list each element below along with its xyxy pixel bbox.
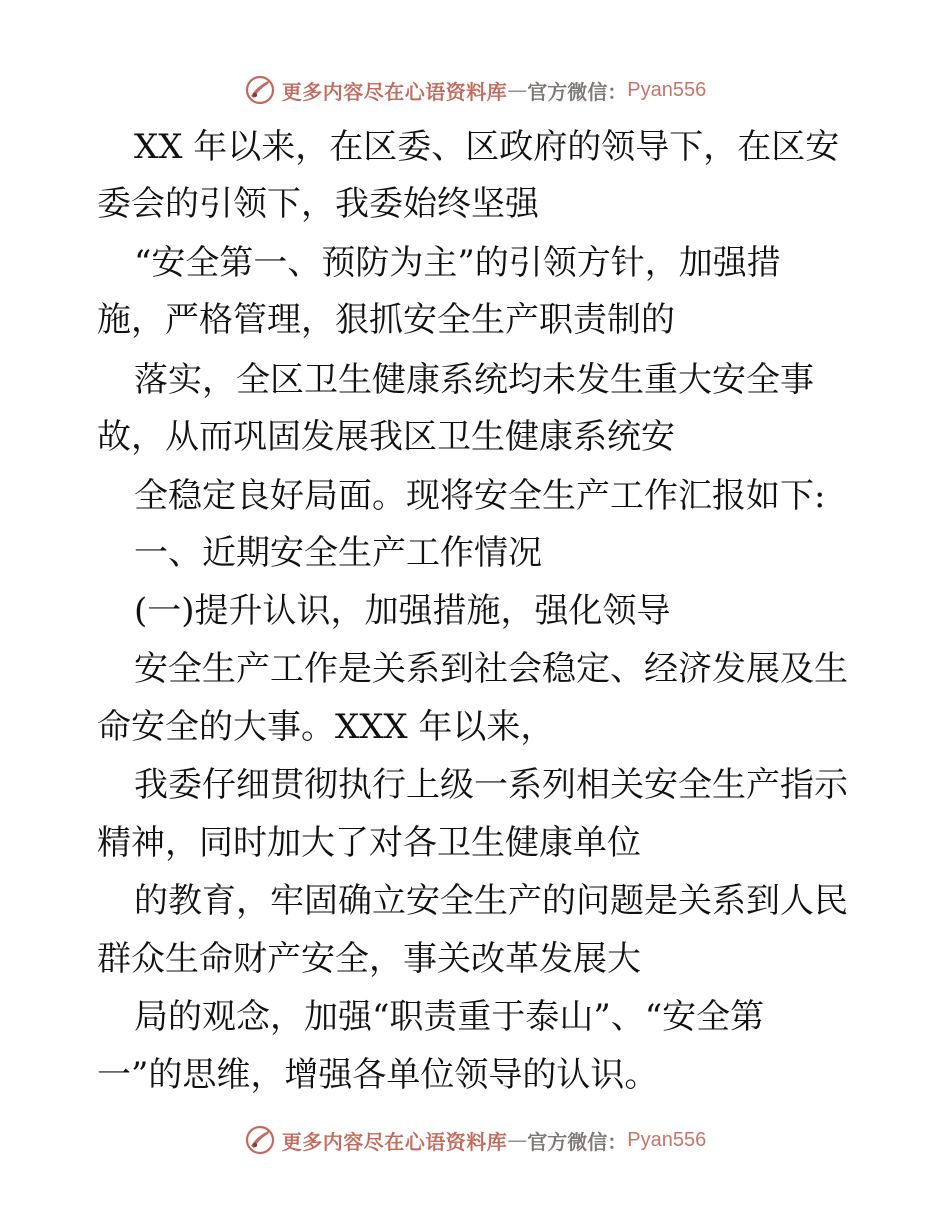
- header-watermark: [0, 70, 950, 110]
- section-heading: 一、近期安全生产工作情况: [134, 533, 542, 573]
- body-line: “安全第一、预防为主”的引领方针，加强措: [134, 243, 781, 283]
- body-line: 故，从而巩固发展我区卫生健康系统安: [97, 417, 675, 457]
- body-line: 的教育，牢固确立安全生产的问题是关系到人民: [134, 881, 848, 921]
- body-line: 精神，同时加大了对各卫生健康单位: [97, 823, 641, 863]
- body-line: 落实，全区卫生健康系统均未发生重大安全事: [134, 360, 814, 400]
- watermark-separator: —: [507, 1128, 528, 1152]
- watermark-label: 官方微信：: [527, 79, 628, 104]
- watermark-wechat-id: Pyan556: [627, 1128, 707, 1151]
- watermark-label: 官方微信：: [527, 1129, 628, 1154]
- watermark-wechat-id: Pyan556: [627, 78, 707, 101]
- watermark-separator: —: [507, 78, 528, 102]
- footer-watermark: [0, 1120, 950, 1160]
- body-line: 全稳定良好局面。现将安全生产工作汇报如下:: [134, 476, 826, 516]
- watermark-main-text: 更多内容尽在心语资料库: [281, 79, 508, 104]
- brush-logo-icon: [244, 1124, 276, 1156]
- watermark-main-text: 更多内容尽在心语资料库: [281, 1129, 508, 1154]
- body-line: XX 年以来，在区委、区政府的领导下，在区安: [134, 127, 840, 167]
- body-line: 局的观念，加强“职责重于泰山”、“安全第: [134, 997, 765, 1037]
- body-line: 施，严格管理，狠抓安全生产职责制的: [97, 300, 675, 340]
- body-line: 群众生命财产安全，事关改革发展大: [97, 939, 641, 979]
- subsection-heading: (一)提升认识，加强措施，强化领导: [134, 591, 671, 631]
- body-line: 命安全的大事。XXX 年以来，: [97, 707, 555, 747]
- body-line: 安全生产工作是关系到社会稳定、经济发展及生: [134, 649, 848, 689]
- body-line: 一”的思维，增强各单位领导的认识。: [97, 1055, 659, 1095]
- body-line: 我委仔细贯彻执行上级一系列相关安全生产指示: [134, 765, 848, 805]
- body-line: 委会的引领下，我委始终坚强: [97, 184, 539, 224]
- brush-logo-icon: [244, 74, 276, 106]
